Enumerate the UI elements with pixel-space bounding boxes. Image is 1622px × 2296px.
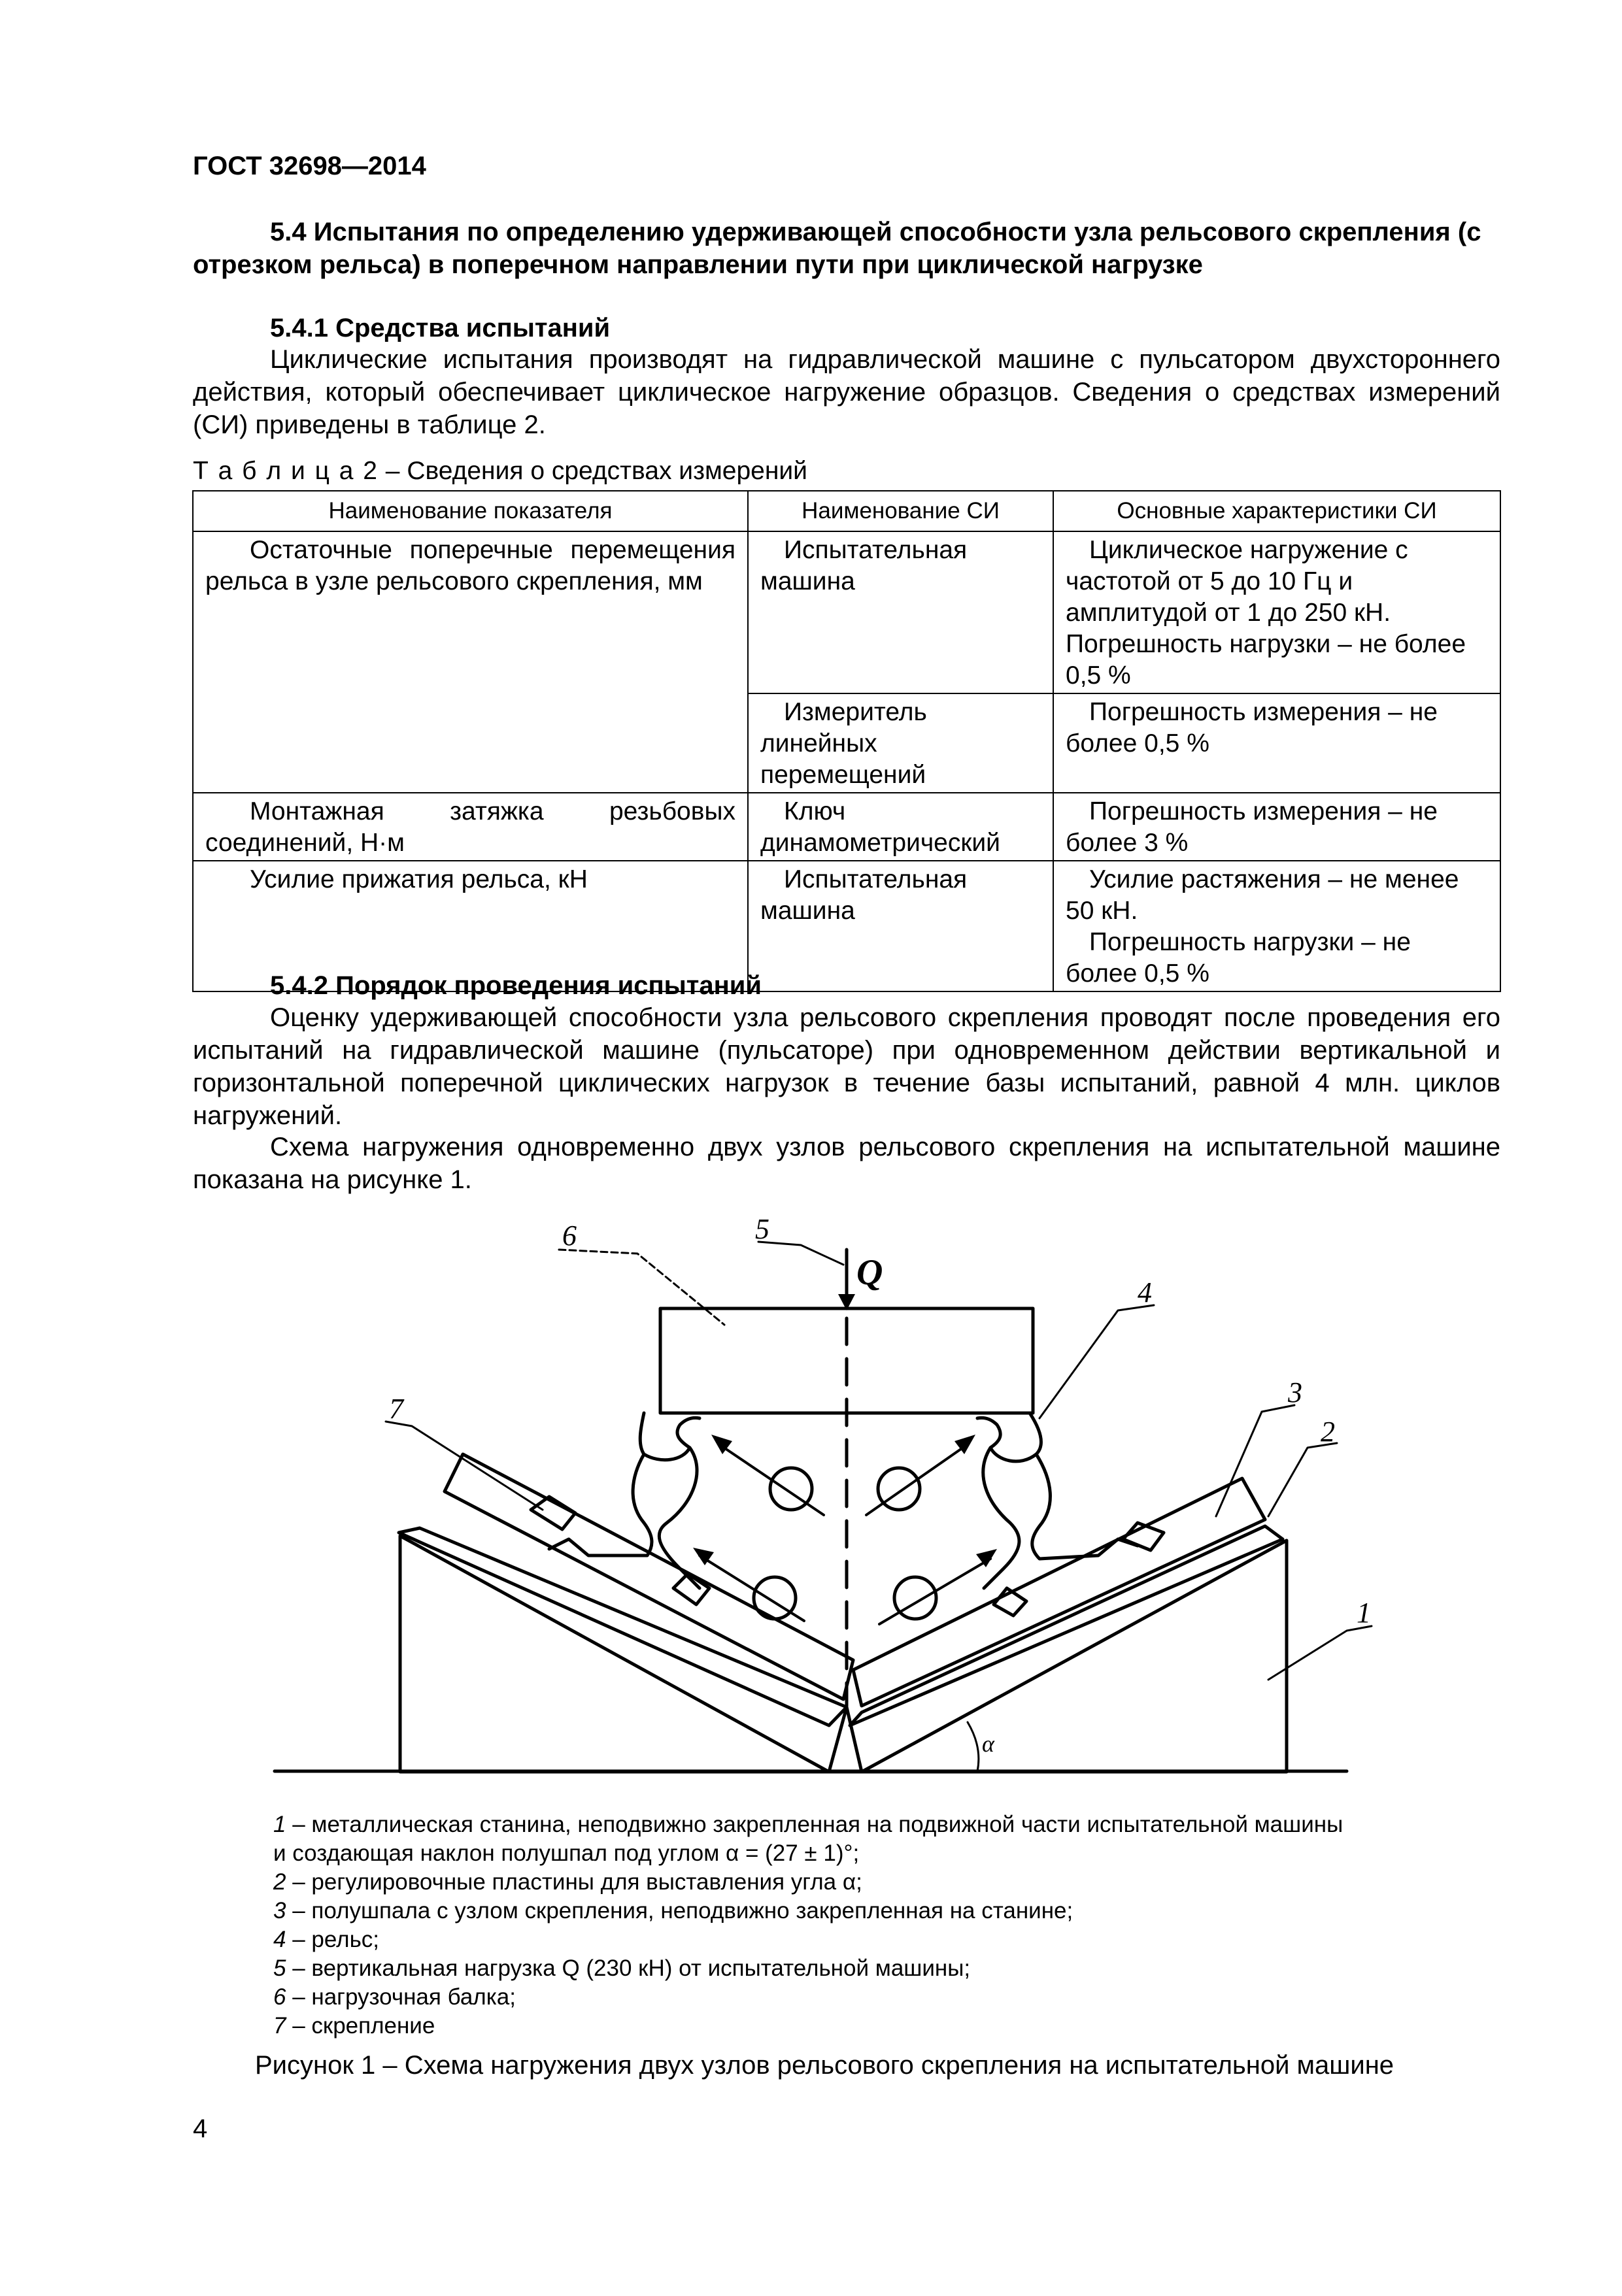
callout-1: 1 xyxy=(1357,1597,1371,1629)
angle-arc xyxy=(968,1722,979,1771)
gauge-arrowhead xyxy=(955,1435,975,1454)
legend-text: – нагрузочная балка; xyxy=(286,1984,516,2010)
table-caption xyxy=(193,456,807,487)
legend-item xyxy=(273,1897,1515,1925)
callout-7: 7 xyxy=(389,1393,403,1425)
table-cell-char: Погрешность измерения – не более 0,5 % xyxy=(1053,693,1500,793)
subsection-542-title: 5.4.2 Порядок проведения испытаний xyxy=(270,971,762,1000)
left-half-sleeper xyxy=(445,1454,853,1699)
legend-num: 6 xyxy=(273,1984,286,2010)
gauge-arrowhead xyxy=(976,1549,997,1567)
table-cell-param: Монтажная затяжка резьбовых соединений, Н·м xyxy=(193,793,748,861)
legend-text: – регулировочные пластины для выставления угла α; xyxy=(286,1869,862,1895)
table-cell-char xyxy=(1053,861,1500,991)
legend-text: – рельс; xyxy=(286,1927,380,1952)
callout-3: 3 xyxy=(1288,1376,1302,1408)
leader-2 xyxy=(1268,1443,1337,1516)
leader-4 xyxy=(1039,1305,1154,1418)
table-row xyxy=(193,793,1500,861)
leader-3 xyxy=(1216,1405,1294,1516)
legend-num: 4 xyxy=(273,1927,286,1952)
legend-text: – полушпала с узлом скрепления, неподвижно закрепленная на станине; xyxy=(286,1898,1073,1923)
table-cell-char: Погрешность измерения – не более 3 % xyxy=(1053,793,1500,861)
table-header-si: Наименование СИ xyxy=(748,491,1053,531)
table-cell-si: Испытательная машина xyxy=(748,531,1053,693)
load-label: Q xyxy=(856,1252,883,1293)
dial-gauge xyxy=(754,1577,796,1619)
legend-text: и создающая наклон полушпал под углом α = (27 ± 1)°; xyxy=(273,1840,860,1866)
center-support xyxy=(829,1707,862,1772)
table-header-char: Основные характеристики СИ xyxy=(1053,491,1500,531)
table-header-param: Наименование показателя xyxy=(193,491,748,531)
load-beam xyxy=(660,1308,1033,1413)
document-header: ГОСТ 32698—2014 xyxy=(193,152,426,180)
figure-legend xyxy=(273,1810,1515,2040)
callout-2: 2 xyxy=(1321,1416,1335,1448)
left-frame xyxy=(400,1536,829,1772)
legend-item xyxy=(273,1839,1515,1868)
table-cell-char-line: Усилие растяжения – не менее 50 кН. xyxy=(1066,865,1459,925)
right-upper-clip xyxy=(1123,1523,1164,1550)
table-cell-char-line: Погрешность нагрузки – не более 0,5 % xyxy=(1066,928,1411,988)
legend-item xyxy=(273,1810,1515,1839)
right-half-sleeper xyxy=(853,1478,1265,1706)
dial-gauge xyxy=(894,1577,936,1619)
callout-4: 4 xyxy=(1138,1276,1152,1308)
gauge-rod xyxy=(719,1444,824,1515)
table-cell-si: Ключ динамометрический xyxy=(748,793,1053,861)
subsection-542-para-1: Оценку удерживающей способности узла рельсового скрепления проводят после проведения его испытаний на гидравлической машине (пульсаторе) при одновременном действии вертикальной и горизонтальной поперечной циклических нагрузок в течение базы испытаний, равной 4 млн. циклов нагружений. xyxy=(193,1003,1500,1130)
subsection-542-para-2: Схема нагружения одновременно двух узлов рельсового скрепления на испытательной машине показана на рисунке 1. xyxy=(193,1133,1500,1194)
gauge-rod xyxy=(700,1556,804,1621)
page-number: 4 xyxy=(193,2114,208,2143)
legend-text: – металлическая станина, неподвижно закрепленная на подвижной части испытательной машины xyxy=(286,1812,1343,1837)
right-rail xyxy=(977,1413,1138,1588)
gauge-arrowhead xyxy=(711,1435,732,1454)
legend-text: – вертикальная нагрузка Q (230 кН) от испытательной машины; xyxy=(286,1955,971,1981)
legend-num: 1 xyxy=(273,1812,286,1837)
right-pad xyxy=(850,1526,1283,1725)
table-caption-label: Т а б л и ц а 2 xyxy=(193,457,379,485)
subsection-541-text: Циклические испытания производят на гидравлической машине с пульсатором двухстороннего действия, который обеспечивает циклическое нагружение образцов. Сведения о средствах измерений (СИ) приведены в таблице 2. xyxy=(193,345,1500,439)
gauge-rod xyxy=(879,1559,990,1624)
legend-item xyxy=(273,1954,1515,1983)
left-rail xyxy=(549,1413,700,1588)
legend-item xyxy=(273,1925,1515,1954)
callout-5: 5 xyxy=(755,1213,769,1245)
legend-item xyxy=(273,1868,1515,1897)
legend-num: 3 xyxy=(273,1898,286,1923)
left-lower-clip xyxy=(673,1574,709,1605)
legend-item xyxy=(273,1983,1515,2012)
load-arrowhead xyxy=(838,1294,855,1310)
dial-gauge xyxy=(878,1468,920,1510)
table-cell-si: Испытательная машина xyxy=(748,861,1053,991)
callout-6: 6 xyxy=(562,1220,577,1252)
figure-caption: Рисунок 1 – Схема нагружения двух узлов рельсового скрепления на испытательной машине xyxy=(255,2051,1394,2080)
right-lower-clip xyxy=(994,1588,1026,1616)
leader-7 xyxy=(386,1422,543,1510)
legend-num: 5 xyxy=(273,1955,286,1981)
gauge-rod xyxy=(866,1444,968,1515)
dial-gauge xyxy=(770,1468,812,1510)
legend-num: 2 xyxy=(273,1869,286,1895)
table-cell-param: Остаточные поперечные перемещения рельса в узле рельсового скрепления, мм xyxy=(193,531,748,793)
table-cell-param: Усилие прижатия рельса, кН xyxy=(193,861,748,991)
table-cell-si: Измеритель линейных перемещений xyxy=(748,693,1053,793)
gauge-arrowhead xyxy=(693,1548,714,1565)
table-header-row xyxy=(193,491,1500,531)
legend-text: – скрепление xyxy=(286,2013,435,2038)
table-caption-text: – Сведения о средствах измерений xyxy=(378,457,807,485)
legend-num: 7 xyxy=(273,2013,286,2038)
table-row xyxy=(193,531,1500,693)
measurement-table xyxy=(192,490,1501,992)
angle-label: α xyxy=(982,1731,994,1757)
right-frame xyxy=(862,1540,1287,1772)
left-upper-clip xyxy=(531,1497,575,1529)
section-title: 5.4 Испытания по определению удерживающей способности узла рельсового скрепления (с отрезком рельса) в поперечном направлении пути при циклической нагрузке xyxy=(193,218,1481,279)
leader-5 xyxy=(758,1242,843,1265)
subsection-541-title: 5.4.1 Средства испытаний xyxy=(270,314,611,342)
table-cell-char: Циклическое нагружение с частотой от 5 до 10 Гц и амплитудой от 1 до 250 кН. Погрешность нагрузки – не более 0,5 % xyxy=(1053,531,1500,693)
left-pad xyxy=(399,1528,847,1725)
leader-6 xyxy=(559,1250,724,1325)
legend-item xyxy=(273,2012,1515,2040)
leader-1 xyxy=(1268,1626,1372,1680)
